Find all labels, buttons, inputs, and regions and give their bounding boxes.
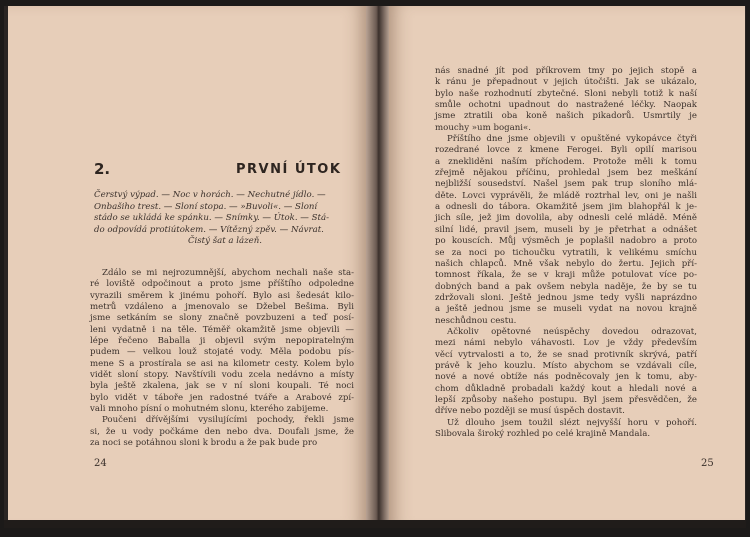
text-line: neschůdnou cestu. bbox=[435, 315, 517, 326]
text-line: mene S a prostírala se asi na kilometr cesty. Kolem bylo bbox=[90, 358, 354, 369]
open-book bbox=[4, 6, 746, 528]
text-line: nové a nové obtíže nás podněcovaly jen k tomu, aby- bbox=[435, 372, 697, 383]
summary-line: Onbašiho trest. — Sloní stopa. — »Buvoli«. — Sloní bbox=[94, 201, 318, 212]
text-line: děte. Lovci vyprávěli, že mládě roztrhal lev, oni je našli bbox=[435, 190, 697, 201]
text-line: a znekliděni naším příchodem. Protože měli k tomu bbox=[435, 156, 697, 167]
text-line: chom důkladně probadali každý kout a hledali nové a bbox=[435, 383, 697, 394]
text-line: lepší způsoby našeho postupu. Byl jsem přesvědčen, že bbox=[435, 394, 697, 405]
text-line: zdržovali sloni. Ještě jednou jsme tedy vyšli naprázdno bbox=[435, 292, 697, 303]
text-line: věcí vytrvalosti a to, že se snad protivník skrývá, patří bbox=[435, 349, 697, 360]
text-line: Slibovala široký rozhled po celé krajině Mandala. bbox=[435, 429, 651, 439]
summary-line: Čerstvý výpad. — Noc v horách. — Nechutné jídlo. — bbox=[94, 190, 326, 200]
text-line: po kouscích. Můj výsměch je poplašil nadobro a proto bbox=[435, 236, 697, 247]
text-line: zřejmě nějakou příčinu, prohledal jsem bez meškání bbox=[435, 168, 697, 179]
chapter-title: PRVNÍ ÚTOK bbox=[236, 162, 342, 177]
text-line: silní lidé, pravil jsem, museli by je přetrhat a odnášet bbox=[435, 224, 697, 235]
text-line: mezi námi nebylo váhavosti. Lov je vždy především bbox=[435, 338, 697, 349]
book-gutter bbox=[366, 6, 389, 528]
text-line: lépe řečeno Baballa ji objevil svým nepopiratelným bbox=[90, 336, 354, 347]
summary-line: Čistý šat a lázeň. bbox=[187, 236, 263, 247]
text-line: leni vydatně i na těle. Téměř okamžitě jsme objevili — bbox=[90, 324, 354, 335]
text-line: mouchy »um bogani«. bbox=[435, 122, 532, 133]
text-line: Zdálo se mi nejrozumnější, abychom nechali naše sta- bbox=[102, 268, 354, 278]
text-line: dobných band a pak ovšem nebyla naděje, že by se tu bbox=[435, 281, 697, 292]
text-line: bylo naše rozhodnutí zbytečné. Sloni nebyli totiž k naší bbox=[435, 88, 697, 99]
text-line: za noci se potáhnou sloni k brodu a že pak bude pro bbox=[90, 438, 318, 449]
text-line: našich chlapců. Mně však nebylo do žertu. Jejich pří- bbox=[435, 258, 697, 269]
text-line: a odnesli do tábora. Okamžitě jsem jim blahopřál k je- bbox=[435, 202, 697, 213]
text-line: bylo vidět v táboře jen radostné tváře a Arabové zpí- bbox=[90, 392, 354, 403]
text-line: smůle ochotni upadnout do nastražené léčky. Naopak bbox=[435, 100, 697, 111]
text-line: Už dlouho jsem toužil slézt nejvyšší horu v pohoří. bbox=[447, 417, 697, 428]
left-body-text bbox=[90, 268, 354, 450]
page-number-right: 25 bbox=[701, 458, 714, 469]
chapter-number: 2. bbox=[94, 160, 111, 178]
text-line: k ránu je přepadnout v jejich útočišti. Jak se ukázalo, bbox=[435, 77, 697, 88]
text-line: vali mnoho písní o mohutném slonu, kterého zabijeme. bbox=[90, 404, 329, 415]
text-line: Poučeni dřívějšími vysilujícími pochody, řekli jsme bbox=[102, 415, 354, 426]
text-line: nás snadné jít pod příkrovem tmy po jejich stopě a bbox=[435, 66, 697, 76]
text-line: a ještě jednou jsme se museli vydat na novou krajně bbox=[435, 304, 697, 315]
text-line: Příštího dne jsme objevili v opuštěné vykopávce čtyři bbox=[447, 134, 697, 145]
summary-line: do odpovídá protiútokem. — Vítězný zpěv. — Návrat. bbox=[94, 224, 324, 235]
text-line: byla ještě zkalena, jak se v ní sloni koupali. Té noci bbox=[90, 381, 354, 392]
text-line: jsme setkáním se slony značně povzbuzeni a teď posí- bbox=[90, 313, 354, 324]
text-line: dříve nebo později se musí úspěch dostavit. bbox=[435, 406, 625, 417]
text-line: rozedrané lovce z kmene Ferogei. Byli opilí marisou bbox=[435, 145, 697, 156]
text-line: se za noci po tichoučku vytratili, k velikému smíchu bbox=[435, 247, 697, 258]
chapter-summary bbox=[94, 190, 356, 248]
right-body-text bbox=[435, 66, 697, 440]
text-line: pudem — velkou louž stojaté vody. Měla podobu pís- bbox=[90, 347, 354, 358]
text-line: metrů vzdáleno a jmenovalo se Džebel Bešima. Byli bbox=[90, 302, 354, 313]
page-number-left: 24 bbox=[94, 458, 107, 469]
text-line: jich síle, jež jim dovolila, aby odnesli celé mládě. Méně bbox=[435, 213, 697, 224]
text-line: tomnost říkala, že se v kraji může potulovat více po- bbox=[435, 270, 697, 281]
text-line: Ačkoliv opětovné neúspěchy dovedou odrazovat, bbox=[447, 326, 697, 337]
text-line: vidět sloní stopy. Navštívili vodu zcela nedávno a místy bbox=[90, 370, 354, 381]
text-line: vyrazili směrem k jinému pohoří. Bylo asi šedesát kilo- bbox=[90, 290, 354, 301]
text-line: nejbližší sousedství. Našel jsem pak trup sloního mlá- bbox=[435, 179, 697, 190]
text-line: jsme ztratili oba koně našich pikadorů. Usmrtily je bbox=[435, 111, 697, 122]
summary-line: stádo se ukládá ke spánku. — Snímky. — Útok. — Stá- bbox=[94, 213, 329, 224]
left-page bbox=[8, 6, 366, 528]
book-bottom-edge bbox=[4, 520, 746, 528]
text-line: právě k jeho kouzlu. Místo abychom se vzdávali cíle, bbox=[435, 360, 697, 371]
right-page bbox=[389, 6, 745, 528]
text-line: ré loviště odpočinout a proto jsme příštího odpoledne bbox=[90, 279, 354, 290]
text-line: si, že u vody počkáme den nebo dva. Doufali jsme, že bbox=[90, 426, 354, 437]
